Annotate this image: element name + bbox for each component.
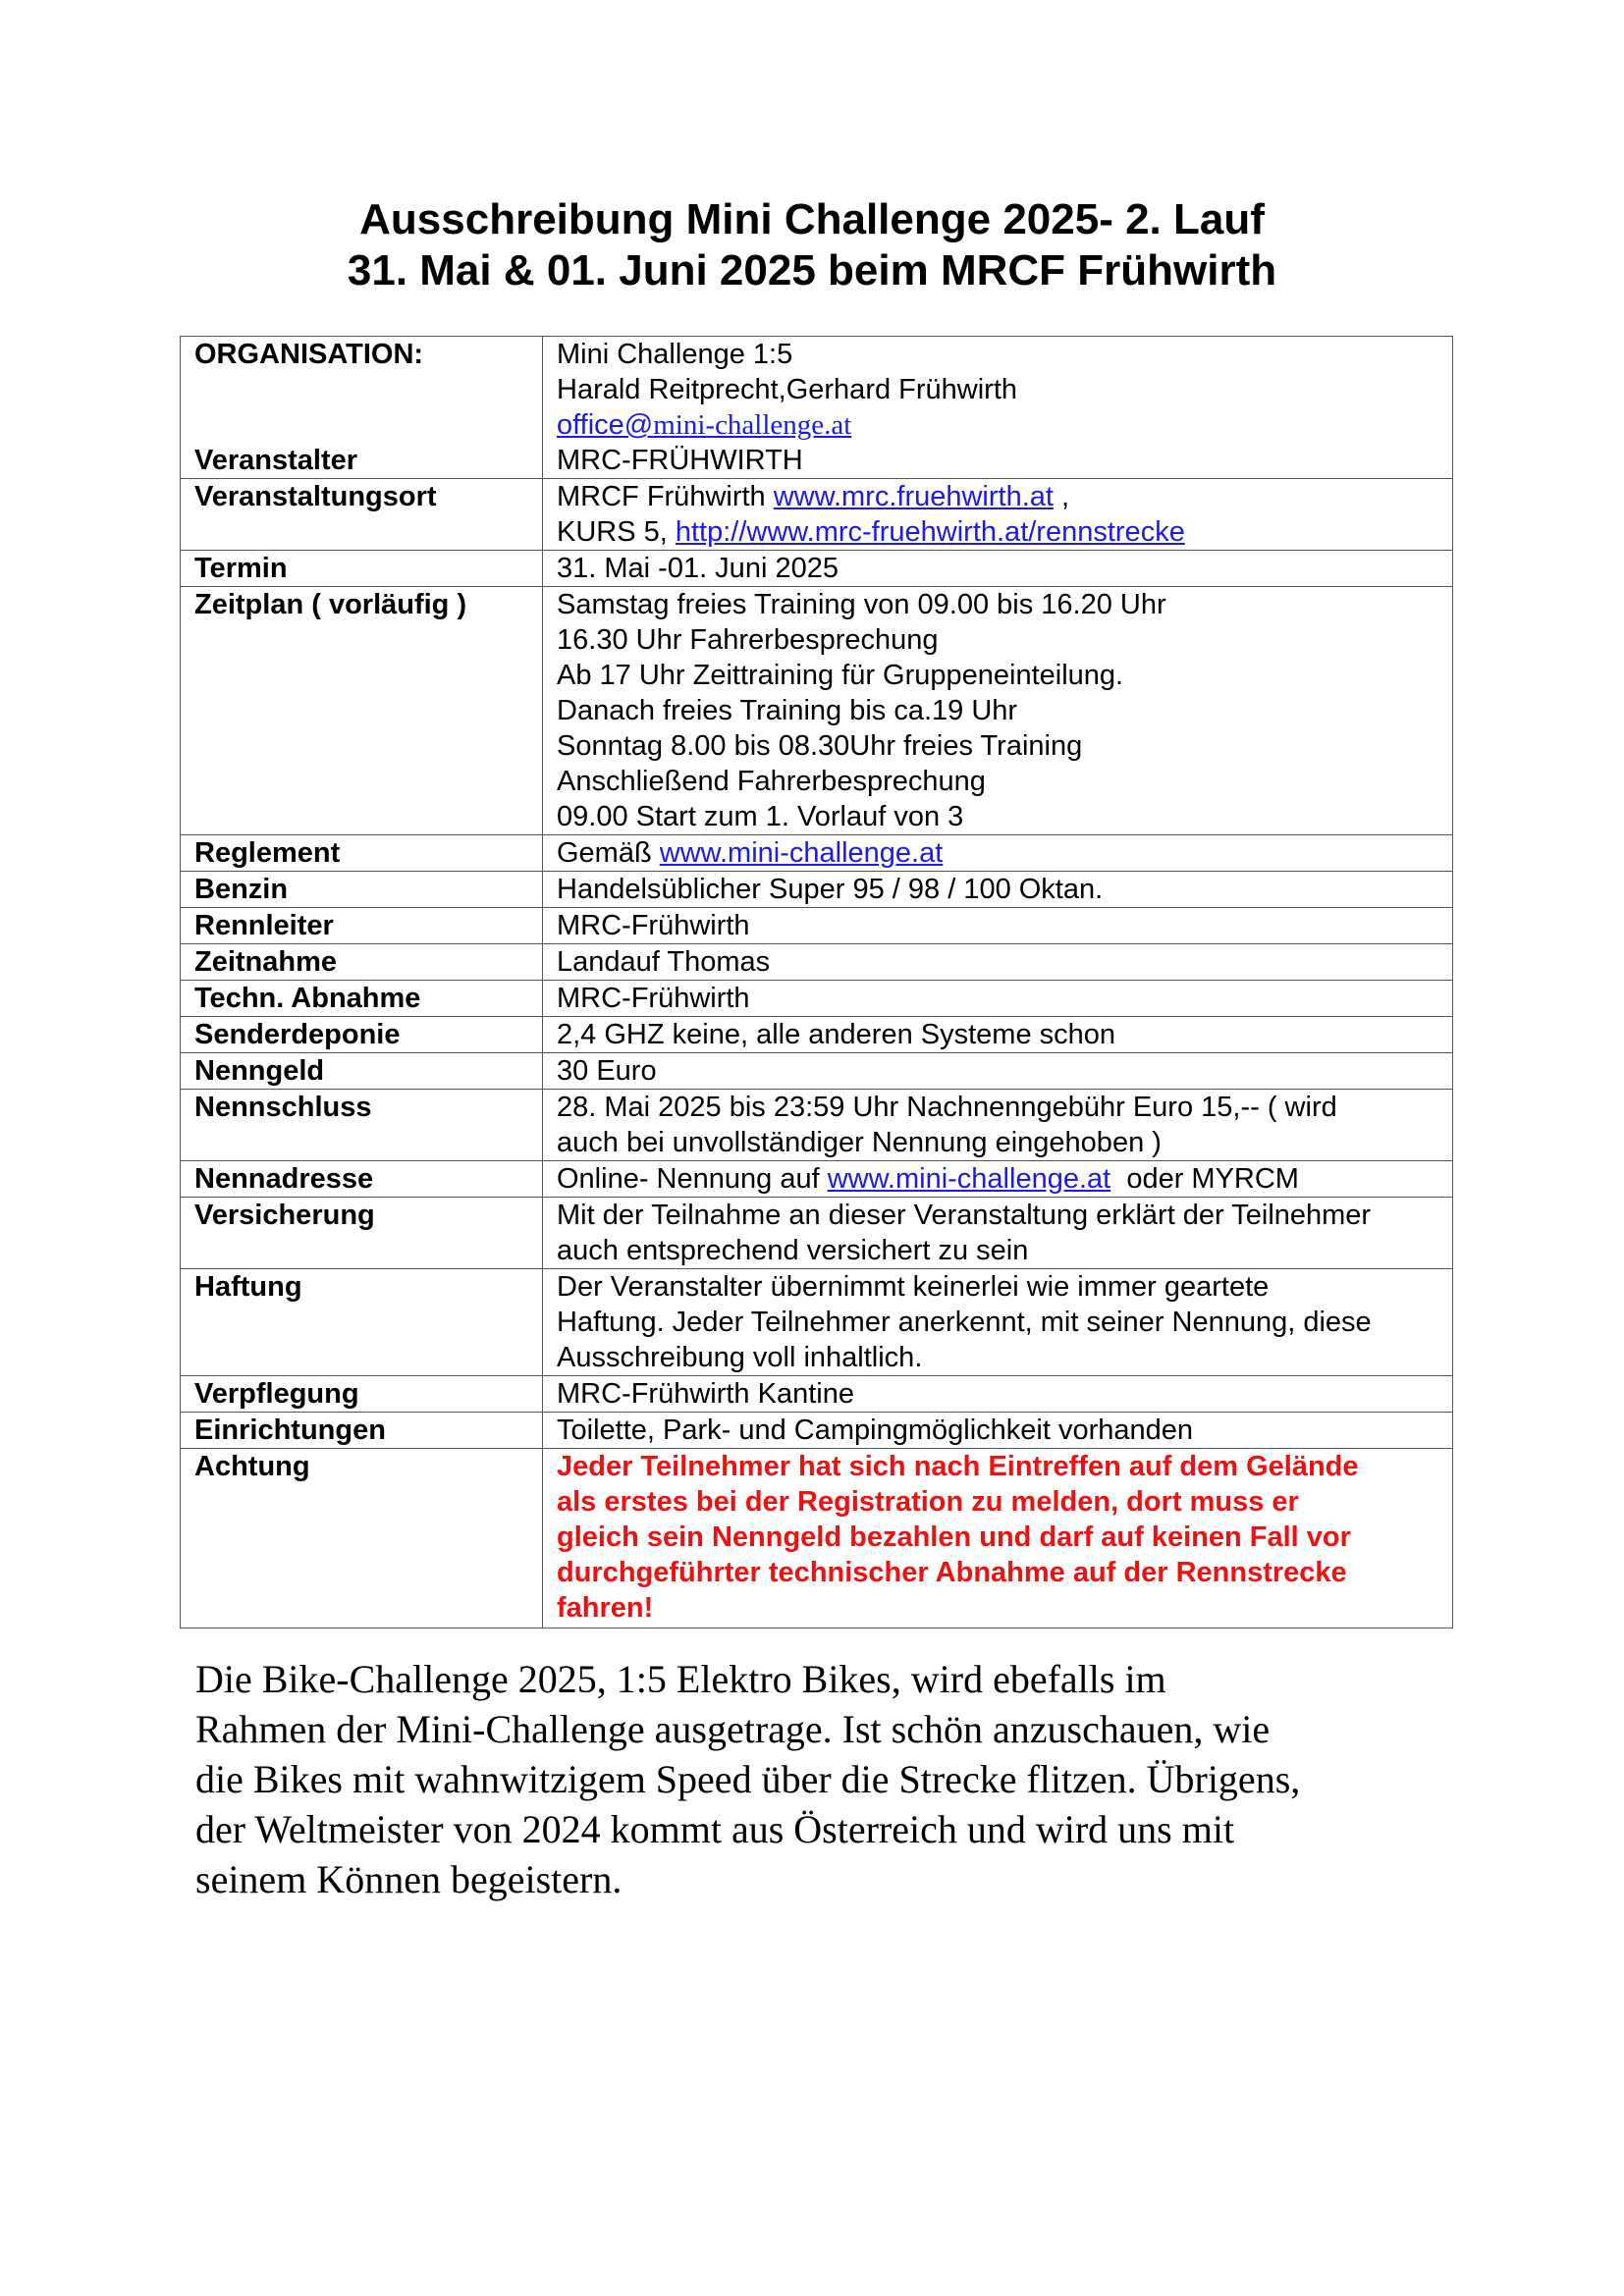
paragraph-line: der Weltmeister von 2024 kommt aus Österreich und wird uns mit [195, 1807, 1235, 1851]
paragraph-line: seinem Können begeistern. [195, 1857, 623, 1901]
row-einrichtungen [181, 1413, 1453, 1449]
row-termin [181, 551, 1453, 587]
row-senderdeponie [181, 1017, 1453, 1053]
warning-line: gleich sein Nenngeld bezahlen und darf auf keinen Fall vor [557, 1522, 1351, 1553]
nennschluss-line: 28. Mai 2025 bis 23:59 Uhr Nachnenngebühr Euro 15,-- ( wird [557, 1092, 1337, 1123]
row-nennadresse [181, 1161, 1453, 1198]
value-cell [543, 337, 1453, 479]
versicherung-label: Versicherung [181, 1198, 543, 1269]
row-nenngeld [181, 1053, 1453, 1090]
kurs-text: KURS 5, [557, 516, 676, 548]
reglement-label: Reglement [181, 835, 543, 872]
row-nennschluss [181, 1090, 1453, 1161]
zeitplan-line: 16.30 Uhr Fahrerbesprechung [557, 624, 939, 656]
verpflegung-label: Verpflegung [181, 1376, 543, 1413]
zeitplan-label: Zeitplan ( vorläufig ) [181, 587, 543, 835]
warning-line: durchgeführter technischer Abnahme auf der Rennstrecke [557, 1557, 1347, 1588]
zeitplan-line: 09.00 Start zum 1. Vorlauf von 3 [557, 801, 964, 832]
abnahme-label: Techn. Abnahme [181, 981, 543, 1017]
info-table [180, 336, 1453, 1629]
nennadresse-text: Online- Nennung auf [557, 1163, 828, 1195]
sender-value: 2,4 GHZ keine, alle anderen Systeme schon [543, 1017, 1453, 1053]
document-subtitle: 31. Mai & 01. Juni 2025 beim MRCF Frühwirth [347, 246, 1277, 294]
row-veranstaltungsort [181, 479, 1453, 551]
bike-challenge-paragraph [195, 1654, 1472, 1904]
value-cell [543, 479, 1453, 551]
row-rennleiter [181, 908, 1453, 944]
value-cell [543, 1269, 1453, 1376]
label-cell [181, 337, 543, 479]
nennschluss-line: auch bei unvollständiger Nennung eingehoben ) [557, 1127, 1162, 1158]
versicherung-line: Mit der Teilnahme an dieser Veranstaltung erklärt der Teilnehmer [557, 1200, 1372, 1231]
abnahme-value: MRC-Frühwirth [543, 981, 1453, 1017]
reglement-link[interactable]: www.mini-challenge.at [659, 837, 944, 869]
achtung-label: Achtung [181, 1449, 543, 1629]
organisation-label: ORGANISATION: [194, 339, 424, 370]
zeitnahme-value: Landauf Thomas [543, 944, 1453, 981]
termin-value: 31. Mai -01. Juni 2025 [543, 551, 1453, 587]
achtung-warning [543, 1449, 1453, 1629]
row-reglement [181, 835, 1453, 872]
paragraph-line: Die Bike-Challenge 2025, 1:5 Elektro Bikes, wird ebefalls im [195, 1657, 1166, 1701]
document-title: Ausschreibung Mini Challenge 2025- 2. Lauf [359, 195, 1265, 243]
value-cell [543, 1090, 1453, 1161]
termin-label: Termin [181, 551, 543, 587]
zeitnahme-label: Zeitnahme [181, 944, 543, 981]
nennadresse-link[interactable]: www.mini-challenge.at [827, 1163, 1111, 1195]
row-benzin [181, 872, 1453, 908]
zeitplan-line: Sonntag 8.00 bis 08.30Uhr freies Training [557, 730, 1083, 762]
verpflegung-value: MRC-Frühwirth Kantine [543, 1376, 1453, 1413]
reglement-text: Gemäß [557, 837, 660, 869]
rennstrecke-link[interactable]: http://www.mrc-fruehwirth.at/rennstrecke [675, 516, 1185, 548]
benzin-value: Handelsüblicher Super 95 / 98 / 100 Oktan. [543, 872, 1453, 908]
veranstaltungsort-label: Veranstaltungsort [181, 479, 543, 551]
warning-line: als erstes bei der Registration zu melden, dort muss er [557, 1486, 1299, 1518]
row-achtung [181, 1449, 1453, 1629]
row-zeitplan [181, 587, 1453, 835]
paragraph-line: Rahmen der Mini-Challenge ausgetrage. Ist schön anzuschauen, wie [195, 1707, 1271, 1751]
rennleiter-value: MRC-Frühwirth [543, 908, 1453, 944]
einrichtungen-label: Einrichtungen [181, 1413, 543, 1449]
sender-label: Senderdeponie [181, 1017, 543, 1053]
zeitplan-line: Ab 17 Uhr Zeittraining für Gruppeneinteilung. [557, 660, 1124, 691]
versicherung-line: auch entsprechend versichert zu sein [557, 1235, 1029, 1266]
row-techn-abnahme [181, 981, 1453, 1017]
veranstalter-value: MRC-FRÜHWIRTH [557, 445, 803, 476]
warning-line: Jeder Teilnehmer hat sich nach Eintreffen auf dem Gelände [557, 1451, 1359, 1482]
row-haftung [181, 1269, 1453, 1376]
org-email-link[interactable]: office@mini-challenge.at [557, 409, 852, 441]
zeitplan-line: Anschließend Fahrerbesprechung [557, 766, 986, 797]
haftung-line: Der Veranstalter übernimmt keinerlei wie immer geartete [557, 1271, 1270, 1303]
nennadresse-label: Nennadresse [181, 1161, 543, 1198]
org-line-1: Mini Challenge 1:5 [557, 339, 793, 370]
ort-text: MRCF Frühwirth [557, 481, 774, 512]
haftung-line: Ausschreibung voll inhaltlich. [557, 1342, 923, 1373]
row-zeitnahme [181, 944, 1453, 981]
haftung-line: Haftung. Jeder Teilnehmer anerkennt, mit seiner Nennung, diese [557, 1307, 1372, 1338]
ort-link[interactable]: www.mrc.fruehwirth.at [773, 481, 1054, 512]
veranstalter-label: Veranstalter [194, 445, 358, 476]
nennadresse-after: oder MYRCM [1110, 1163, 1299, 1195]
row-organisation [181, 337, 1453, 479]
ort-after: , [1053, 481, 1070, 512]
warning-line: fahren! [557, 1592, 654, 1624]
org-line-2: Harald Reitprecht,Gerhard Frühwirth [557, 374, 1018, 405]
value-cell [543, 835, 1453, 872]
benzin-label: Benzin [181, 872, 543, 908]
nenngeld-value: 30 Euro [543, 1053, 1453, 1090]
zeitplan-line: Samstag freies Training von 09.00 bis 16.20 Uhr [557, 589, 1166, 620]
haftung-label: Haftung [181, 1269, 543, 1376]
row-verpflegung [181, 1376, 1453, 1413]
row-versicherung [181, 1198, 1453, 1269]
nenngeld-label: Nenngeld [181, 1053, 543, 1090]
rennleiter-label: Rennleiter [181, 908, 543, 944]
einrichtungen-value: Toilette, Park- und Campingmöglichkeit vorhanden [543, 1413, 1453, 1449]
zeitplan-line: Danach freies Training bis ca.19 Uhr [557, 695, 1018, 726]
value-cell [543, 1198, 1453, 1269]
value-cell [543, 587, 1453, 835]
nennschluss-label: Nennschluss [181, 1090, 543, 1161]
value-cell [543, 1161, 1453, 1198]
paragraph-line: die Bikes mit wahnwitzigem Speed über die Strecke flitzen. Übrigens, [195, 1757, 1301, 1801]
